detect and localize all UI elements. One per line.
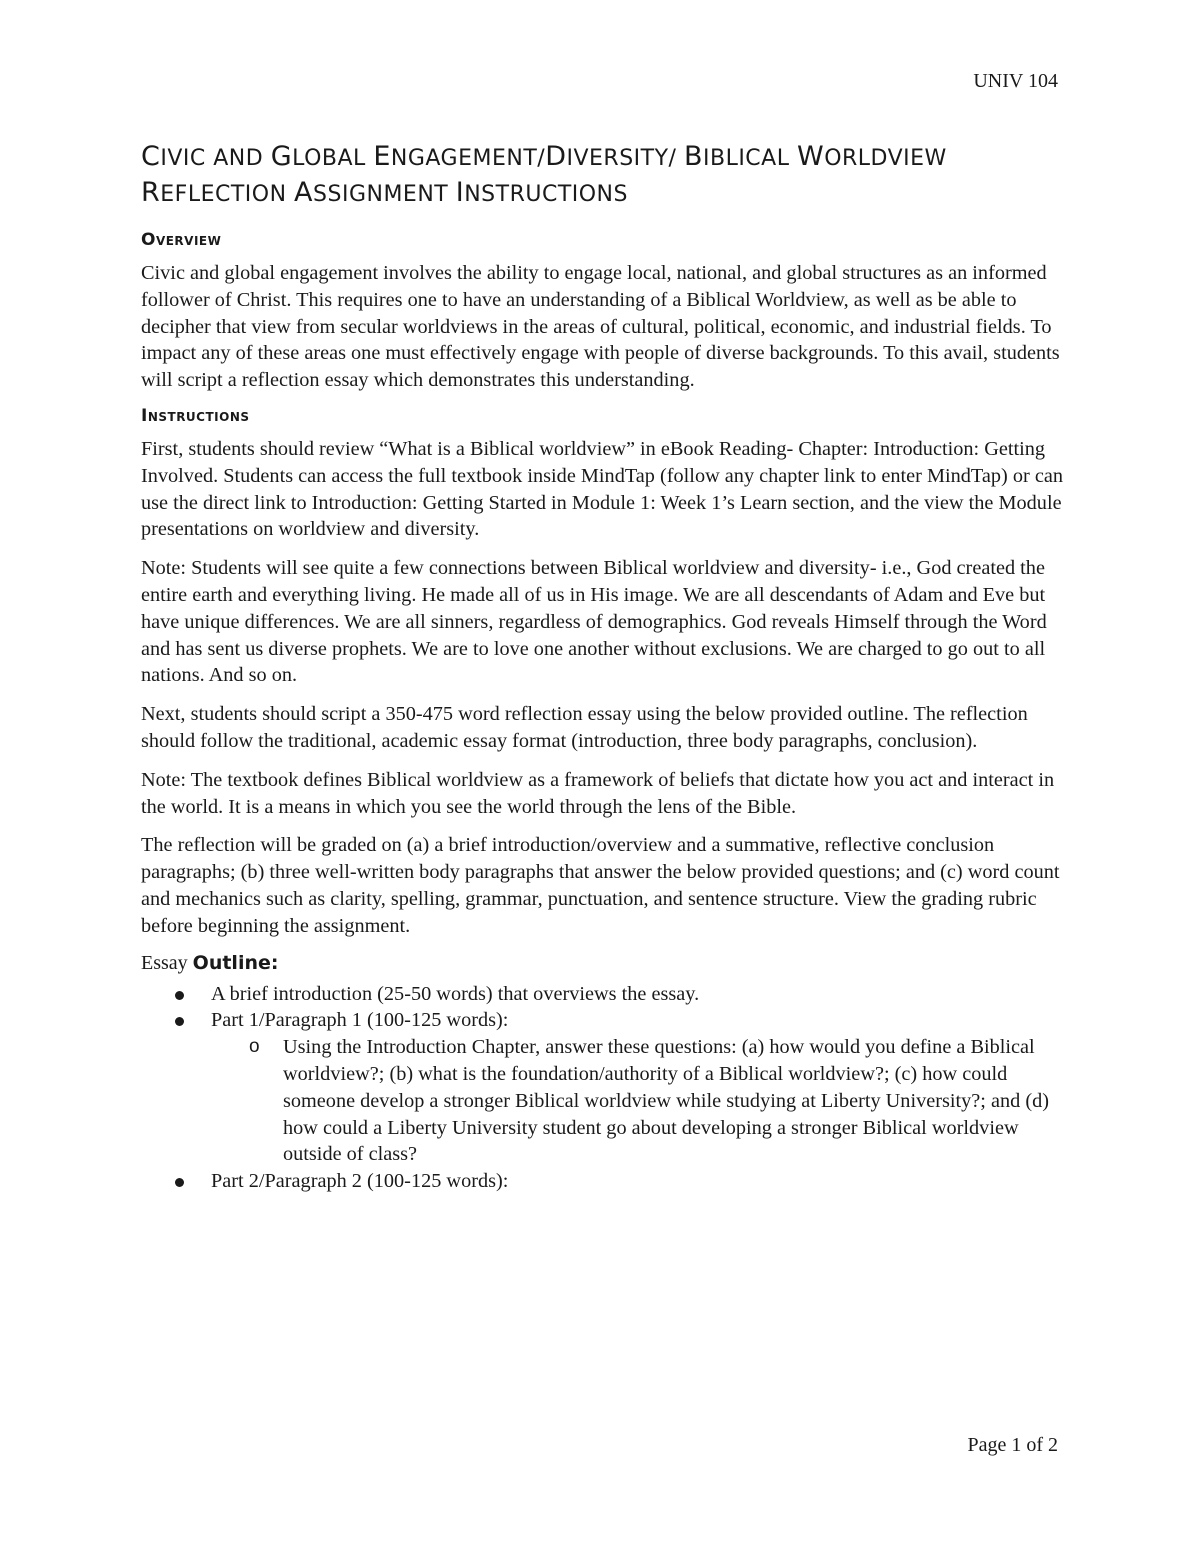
- bullet-icon: [175, 991, 184, 1000]
- list-item: Part 2/Paragraph 2 (100-125 words):: [141, 1168, 1066, 1195]
- instructions-paragraph: Note: The textbook defines Biblical worldview as a framework of beliefs that dictate how you act and interact in the world. It is a means in which you see the world through the lens of the Bible.: [141, 768, 1055, 818]
- essay-outline-list: [141, 981, 1066, 1195]
- instructions-paragraph: Next, students should script a 350-475 word reflection essay using the below provided outline. The reflection should follow the traditional, academic essay format (introduction, three body paragraphs, conclusion).: [141, 703, 1028, 752]
- list-item: A brief introduction (25-50 words) that overviews the essay.: [141, 981, 1066, 1008]
- sub-list-item: o Using the Introduction Chapter, answer these questions: (a) how would you define a Biblical worldview?; (b) what is the foundation/authority of a Biblical worldview?; (c) how could someone develop a stronger Biblical worldview while studying at Liberty University?; and (d) how could a Liberty University student go about developing a stronger Biblical worldview outside of class?: [249, 1036, 1049, 1166]
- title-line-1: CIVIC AND GLOBAL ENGAGEMENT/DIVERSITY/ BIBLICAL WORLDVIEW: [141, 141, 947, 172]
- sub-list: [211, 1034, 1066, 1168]
- title-line-2: REFLECTION ASSIGNMENT INSTRUCTIONS: [141, 177, 628, 208]
- hollow-bullet-icon: o: [249, 1036, 260, 1058]
- page-number: Page 1 of 2: [967, 1434, 1058, 1456]
- document-title: [141, 140, 1066, 212]
- instructions-paragraph: First, students should review “What is a Biblical worldview” in eBook Reading- Chapter: Introduction: Getting Involved. Students can access the full textbook inside MindTap (follow any chapter link to enter MindTap) or can use the direct link to Introduction: Getting Started in Module 1: Week 1’s Learn section, and the view the Module presentations on worldview and diversity.: [141, 437, 1063, 541]
- instructions-heading: Instructions: [141, 405, 250, 426]
- list-item: Part 1/Paragraph 1 (100-125 words): o Using the Introduction Chapter, answer these questions: (a) how would you define a Biblical worldview?; (b) what is the foundation/authority of a Biblical worldview?; (c) how could someone develop a stronger Biblical worldview while studying at Liberty University?; and (d) how could a Liberty University student go about developing a stronger Biblical worldview outside of class?: [141, 1007, 1066, 1168]
- course-code: UNIV 104: [973, 70, 1058, 92]
- bullet-icon: [175, 1017, 184, 1026]
- overview-heading: Overview: [141, 230, 222, 250]
- essay-outline-heading: Essay Outline:: [141, 951, 279, 974]
- overview-paragraph: Civic and global engagement involves the ability to engage local, national, and global structures as an informed follower of Christ. This requires one to have an understanding of a Biblical Worldview, as well as be able to decipher that view from secular worldviews in the areas of cultural, political, economic, and industrial fields. To impact any of these areas one must effectively engage with people of diverse backgrounds. To this avail, students will script a reflection essay which demonstrates this understanding.: [141, 262, 1060, 392]
- document-content: [141, 140, 1066, 1195]
- bullet-icon: [175, 1178, 184, 1187]
- instructions-paragraph: The reflection will be graded on (a) a brief introduction/overview and a summative, reflective conclusion paragraphs; (b) three well-written body paragraphs that answer the below provided questions; and (c) word count and mechanics such as clarity, spelling, grammar, punctuation, and sentence structure. View the grading rubric before beginning the assignment.: [141, 834, 1060, 937]
- instructions-paragraph: Note: Students will see quite a few connections between Biblical worldview and diversity- i.e., God created the entire earth and everything living. He made all of us in His image. We are all descendants of Adam and Eve but have unique differences. We are all sinners, regardless of demographics. God reveals Himself through the Word and has sent us diverse prophets. We are to love one another without exclusions. We are charged to go out to all nations. And so on.: [141, 557, 1047, 687]
